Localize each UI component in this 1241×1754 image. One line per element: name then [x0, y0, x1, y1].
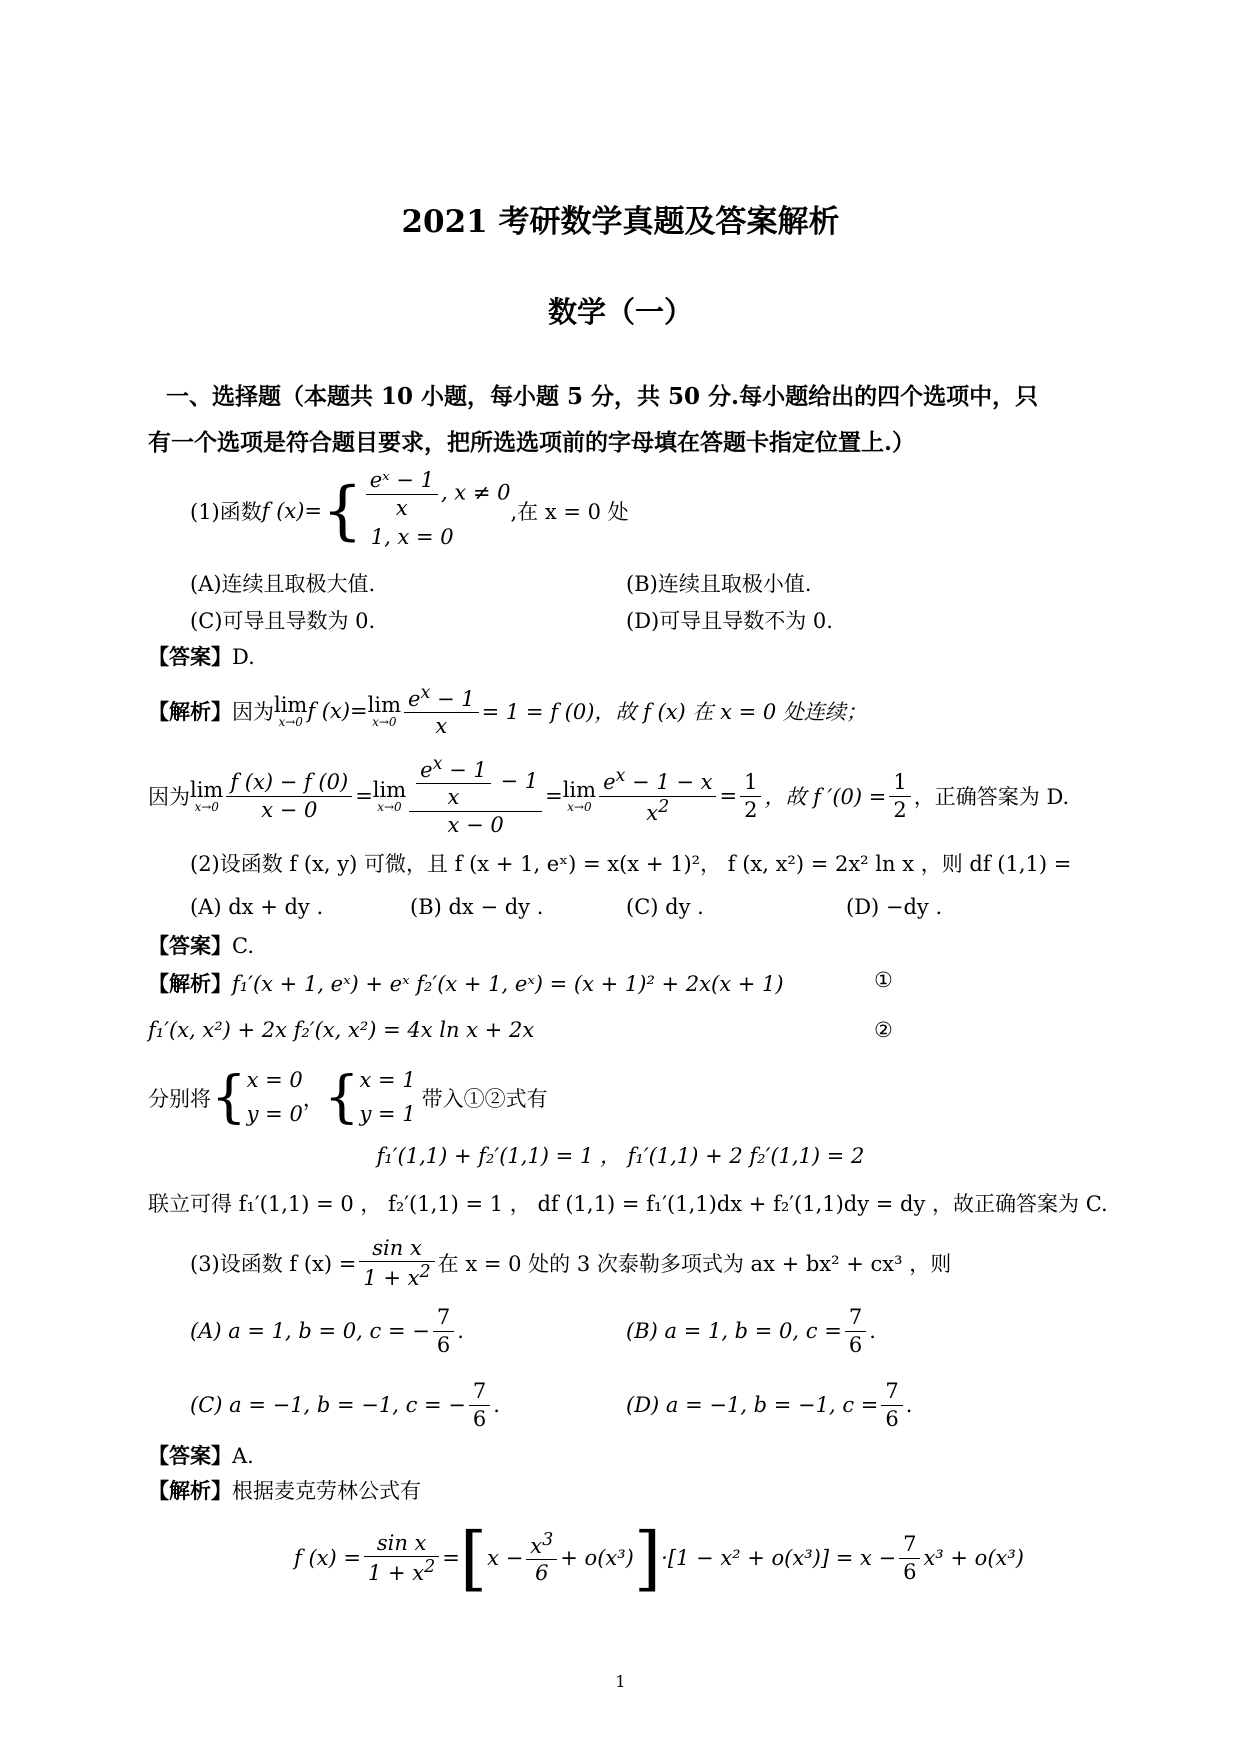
q1-tail: ,在 x = 0 处 — [510, 500, 629, 524]
eq1-marker: ① — [874, 968, 893, 992]
page-subtitle: 数学（一） — [547, 295, 693, 329]
right-bracket: ] — [633, 1517, 662, 1599]
q2-option-d: (D) −dy . — [846, 895, 943, 919]
seven-sixths: $\frac{7}{6}$ — [433, 1304, 454, 1358]
q1-solution-line2: 因为 lim x→0 $\frac{f (x) - f (0)}{x - 0}$ = lim x→0 $\frac{e^x - 1}{x}$ − 1 x − 0 = lim x→0 $\frac{e^x - 1 - x}{x^2}$ = $\frac{1}{2}$ ，故 f ′(0) = $\frac{1}{2}$ ，正确答案为 D. — [148, 754, 1070, 837]
q1-option-b: (B)连续且取极小值. — [626, 572, 812, 596]
q2-solution-eq2: f₁′(x, x²) + 2x f₂′(x, x²) = 4x ln x + 2x — [148, 1018, 535, 1042]
x-cubed-over-six: $\frac{x^3}{6}$ — [526, 1530, 557, 1587]
q3-stem: (3)设函数 f (x) = $\frac{\text{sin x}}{1 + x^2}$ 在 x = 0 处的 3 次泰勒多项式为 ax + bx² + cx³ ，则 — [190, 1235, 952, 1290]
left-brace: { — [211, 1065, 247, 1130]
difference-quotient: $\frac{f (x) - f (0)}{x - 0}$ — [226, 769, 352, 823]
seven-sixths: $\frac{7}{6}$ — [881, 1378, 902, 1432]
limit-operator: lim x→0 — [367, 692, 401, 729]
q2-stem: (2)设函数 f (x, y) 可微，且 f (x + 1, eˣ) = x(x + 1)²， f (x, x²) = 2x² ln x ，则 df (1,1) = — [190, 852, 1072, 876]
q1-option-d: (D)可导且导数不为 0. — [626, 609, 833, 633]
q2-answer: 【答案】C. — [148, 933, 254, 958]
seven-sixths: $\frac{7}{6}$ — [899, 1531, 920, 1585]
q1-stem — [190, 466, 629, 556]
eq2-marker: ② — [874, 1018, 893, 1042]
q2-solution-eq1: 【解析】f₁′(x + 1, eˣ) + eˣ f₂′(x + 1, eˣ) = (x + 1)² + 2x(x + 1) — [148, 971, 784, 996]
q3-function-fraction: $\frac{\text{sin x}}{1 + x^2}$ — [359, 1235, 434, 1292]
q2-substitution: 分别将 { x = 0 y = 0 ， { x = 1 y = 1 带入①②式有 — [148, 1065, 548, 1130]
q3-solution-intro: 【解析】根据麦克劳林公式有 — [148, 1478, 421, 1503]
left-brace: { — [322, 474, 363, 548]
seven-sixths: $\frac{7}{6}$ — [469, 1378, 490, 1432]
one-half: $\frac{1}{2}$ — [740, 769, 761, 823]
limit-operator: lim x→0 — [274, 692, 308, 729]
q3-expansion: f (x) = $\frac{\text{sin x}}{1 + x^2}$ = [ x − $\frac{x^3}{6}$ + o(x³) ] ·[1 − x² + o(x³)] = x − $\frac{7}{6}$ x³ + o(x³) — [294, 1517, 1024, 1599]
q1-function: f (x)= — [261, 499, 323, 523]
q1-option-a: (A)连续且取极大值. — [190, 572, 376, 596]
q2-option-c: (C) dy . — [626, 895, 704, 919]
system-2: x = 1 y = 1 — [359, 1068, 416, 1126]
q3-option-a: (A) a = 1, b = 0, c = − $\frac{7}{6}$ . — [190, 1305, 464, 1357]
q1-answer: 【答案】D. — [148, 644, 255, 669]
section-heading-line2: 有一个选项是符合题目要求，把所选选项前的字母填在答题卡指定位置上.） — [148, 429, 916, 456]
q1-case1-fraction: $\frac{\text{eˣ − 1}}{x}$ — [366, 467, 438, 521]
q1-option-c: (C)可导且导数为 0. — [190, 609, 376, 633]
left-bracket: [ — [459, 1517, 488, 1599]
q2-option-b: (B) dx − dy . — [410, 895, 544, 919]
q3-option-b: (B) a = 1, b = 0, c = $\frac{7}{6}$ . — [626, 1305, 876, 1357]
page-number: 1 — [615, 1672, 626, 1691]
q3-option-c: (C) a = −1, b = −1, c = − $\frac{7}{6}$ . — [190, 1379, 500, 1431]
q2-solution-eq3: f₁′(1,1) + f₂′(1,1) = 1 ， f₁′(1,1) + 2 f₂′(1,1) = 2 — [376, 1144, 865, 1168]
q2-conclusion: 联立可得 f₁′(1,1) = 0 ， f₂′(1,1) = 1 ， df (1,1) = f₁′(1,1)dx + f₂′(1,1)dy = dy ，故正确答案为 C. — [148, 1192, 1108, 1216]
left-brace: { — [323, 1065, 360, 1130]
q1-cases: $\frac{\text{eˣ − 1}}{x}$ , x ≠ 0 1, x = 0 — [363, 467, 511, 554]
q3-answer: 【答案】A. — [148, 1443, 254, 1468]
q1-lead: (1)函数 — [190, 500, 262, 524]
limit-operator: lim x→0 — [562, 777, 597, 814]
limit-fraction: $\frac{e^x - 1}{x}$ — [404, 683, 479, 740]
expansion-fraction: $\frac{\text{sin x}}{1 + x^2}$ — [364, 1530, 439, 1587]
q3-option-d: (D) a = −1, b = −1, c = $\frac{7}{6}$ . — [626, 1379, 913, 1431]
simplified-fraction: $\frac{e^x - 1 - x}{x^2}$ — [599, 766, 716, 826]
page-title: 2021 考研数学真题及答案解析 — [401, 204, 840, 240]
seven-sixths: $\frac{7}{6}$ — [845, 1304, 866, 1358]
section-heading-line1: 一、选择题（本题共 10 小题，每小题 5 分，共 50 分.每小题给出的四个选项中，只 — [166, 383, 1039, 410]
system-1: x = 0 y = 0 — [246, 1068, 303, 1126]
q1-solution-line1: 【解析】 因为 lim x→0 f (x)= lim x→0 $\frac{e^x - 1}{x}$ = 1 = f (0)，故 f (x) 在 x = 0 处连续； — [148, 682, 867, 738]
nested-fraction: $\frac{e^x - 1}{x}$ − 1 x − 0 — [409, 754, 542, 838]
q2-option-a: (A) dx + dy . — [190, 895, 324, 919]
limit-operator: lim x→0 — [190, 777, 224, 814]
one-half: $\frac{1}{2}$ — [889, 769, 910, 823]
limit-operator: lim x→0 — [372, 777, 407, 814]
q1-case2: 1, x = 0 — [370, 524, 454, 549]
